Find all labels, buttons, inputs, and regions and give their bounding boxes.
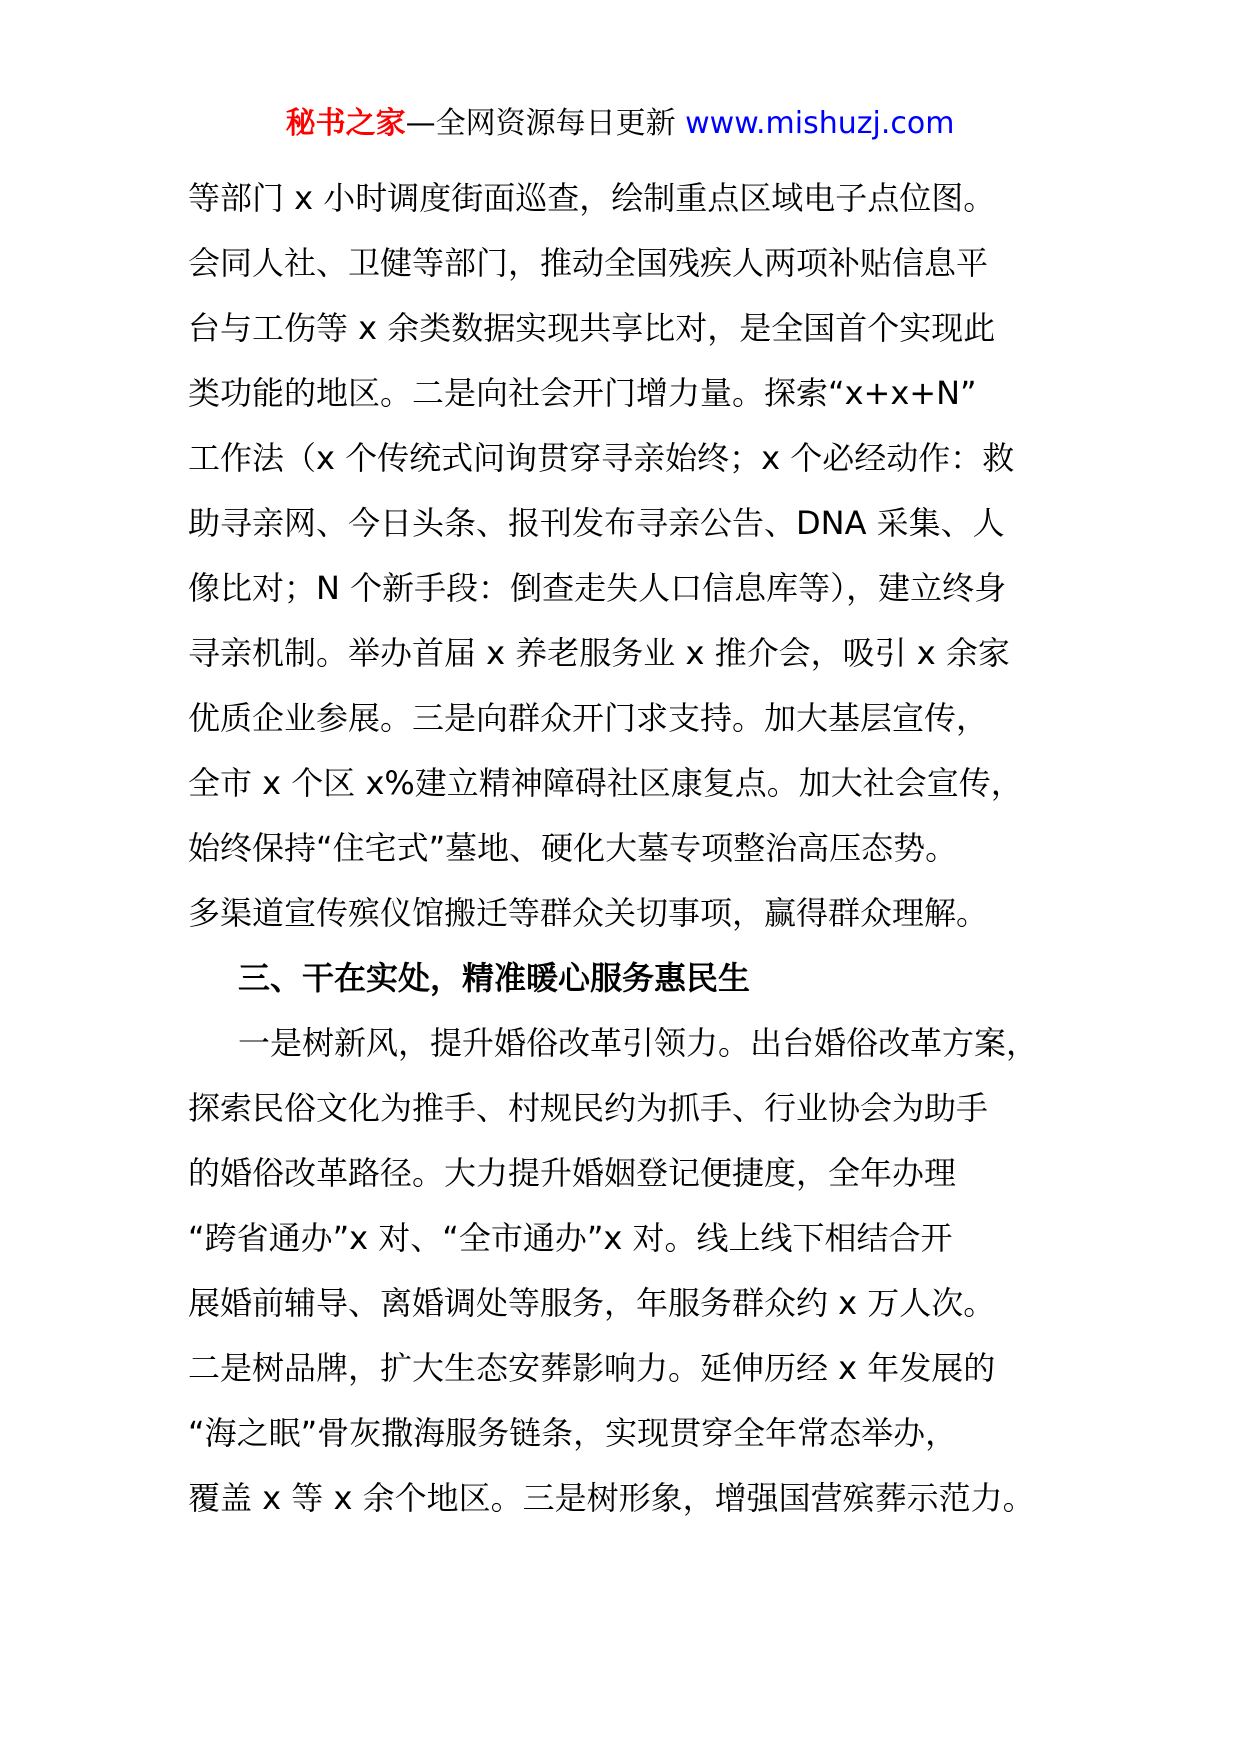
body-line: 类功能的地区。二是向社会开门增力量。探索“x+x+N”	[188, 374, 977, 412]
header-tagline: —全网资源每日更新	[405, 106, 686, 141]
body-line: 优质企业参展。三是向群众开门求支持。加大基层宣传，	[188, 699, 989, 737]
body-line: 的婚俗改革路径。大力提升婚姻登记便捷度，全年办理	[188, 1154, 957, 1192]
body-line: 助寻亲网、今日头条、报刊发布寻亲公告、DNA 采集、人	[188, 504, 1005, 542]
document-body	[188, 166, 1088, 1531]
body-line: “海之眠”骨灰撒海服务链条，实现贯穿全年常态举办，	[188, 1414, 958, 1452]
body-line: 等部门 x 小时调度街面巡查，绘制重点区域电子点位图。	[188, 179, 996, 217]
brand-name: 秘书之家	[285, 106, 406, 141]
body-line: 展婚前辅导、离婚调处等服务，年服务群众约 x 万人次。	[188, 1284, 996, 1322]
body-line: 工作法（x 个传统式问询贯穿寻亲始终；x 个必经动作：救	[188, 439, 1015, 477]
site-url-link[interactable]: www.mishuzj.com	[685, 106, 955, 141]
body-line: 台与工伤等 x 余类数据实现共享比对，是全国首个实现此	[188, 309, 996, 347]
body-line: 会同人社、卫健等部门，推动全国残疾人两项补贴信息平	[188, 244, 989, 282]
body-line: 覆盖 x 等 x 余个地区。三是树形象，增强国营殡葬示范力。	[188, 1479, 1035, 1517]
body-line: 全市 x 个区 x%建立精神障碍社区康复点。加大社会宣传，	[188, 764, 1023, 802]
body-line: 寻亲机制。举办首届 x 养老服务业 x 推介会，吸引 x 余家	[188, 634, 1010, 672]
body-line: 探索民俗文化为推手、村规民约为抓手、行业协会为助手	[188, 1089, 989, 1127]
body-line: 像比对；N 个新手段：倒查走失人口信息库等），建立终身	[188, 569, 1007, 607]
paragraph-first-line: 一是树新风，提升婚俗改革引领力。出台婚俗改革方案，	[238, 1024, 1039, 1062]
section-heading: 三、干在实处，精准暖心服务惠民生	[238, 959, 751, 997]
body-line: “跨省通办”x 对、“全市通办”x 对。线上线下相结合开	[188, 1219, 953, 1257]
body-line: 始终保持“住宅式”墓地、硬化大墓专项整治高压态势。	[188, 829, 958, 867]
site-header	[0, 101, 1240, 147]
body-line: 多渠道宣传殡仪馆搬迁等群众关切事项，赢得群众理解。	[188, 894, 989, 932]
body-line: 二是树品牌，扩大生态安葬影响力。延伸历经 x 年发展的	[188, 1349, 996, 1387]
